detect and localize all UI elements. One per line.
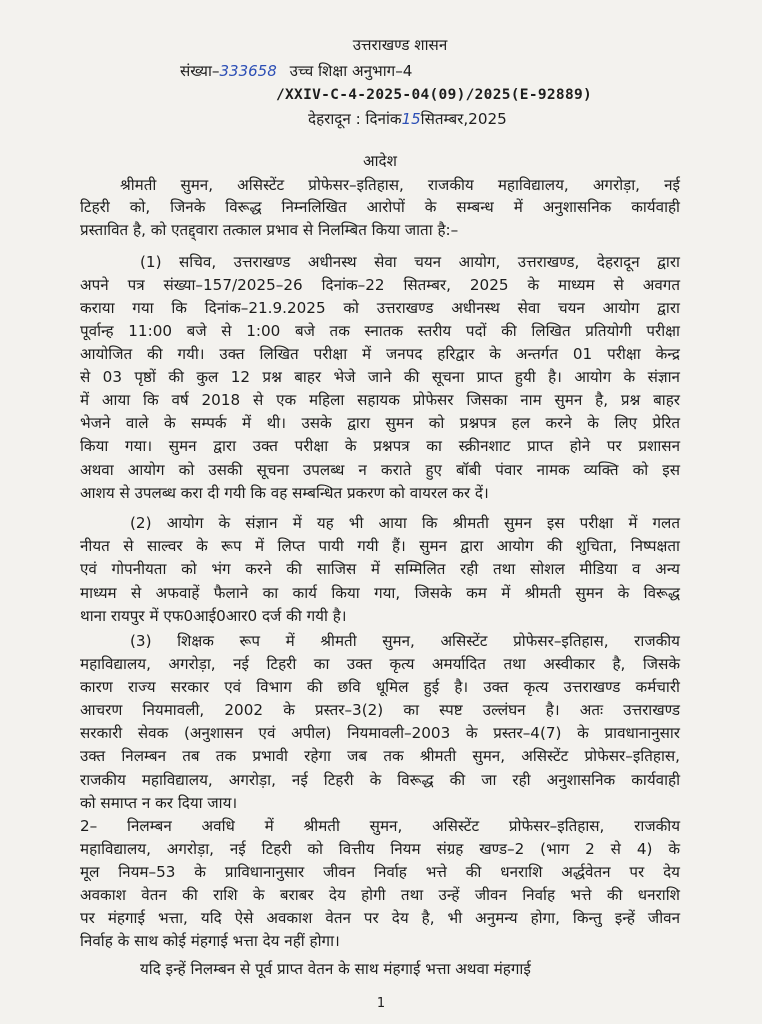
paragraph-6-line: यदि इन्हें निलम्बन से पूर्व प्राप्त वेतन के साथ मंहगाई भत्ता अथवा मंहगाई <box>140 960 531 978</box>
paragraph-3-line: माध्यम से अफवाहें फैलाने का कार्य किया गया, जिसके कम में श्रीमती सुमन के विरूद्ध <box>80 584 680 602</box>
paragraph-1-line: टिहरी को, जिनके विरूद्ध निम्नलिखित आरोपों के सम्बन्ध में अनुशासनिक कार्यवाही <box>80 198 680 216</box>
date-suffix: सितम्बर,2025 <box>420 110 507 128</box>
paragraph-2-line: आयोजित की गयी। उक्त लिखित परीक्षा में जनपद हरिद्वार के अन्तर्गत 01 परीक्षा केन्द्र <box>80 345 680 363</box>
govt-heading: उत्तराखण्ड शासन <box>352 36 448 54</box>
place-date-prefix: देहरादून : दिनांक <box>308 110 402 128</box>
paragraph-4-line: आचरण नियमावली, 2002 के प्रस्तर–3(2) का स्पष्ट उल्लंघन है। अतः उत्तराखण्ड <box>80 701 680 719</box>
paragraph-2-line: कराया गया कि दिनांक–21.9.2025 को उत्तराखण्ड अधीनस्थ सेवा चयन आयोग द्वारा <box>80 299 680 317</box>
paragraph-1-line: श्रीमती सुमन, असिस्टेंट प्रोफेसर–इतिहास, राजकीय महाविद्यालय, अगरोड़ा, नई <box>120 176 680 194</box>
paragraph-1-line: प्रस्तावित है, को एतद्द्वारा तत्काल प्रभाव से निलम्बित किया जाता है:– <box>80 221 459 239</box>
paragraph-4-line: कारण राज्य सरकार एवं विभाग की छवि धूमिल हुई है। उक्त कृत्य उत्तराखण्ड कर्मचारी <box>80 678 680 696</box>
paragraph-4-line: उक्त निलम्बन तब तक प्रभावी रहेगा जब तक श्रीमती सुमन, असिस्टेंट प्रोफेसर–इतिहास, <box>80 747 680 765</box>
paragraph-5-line: पर मंहगाई भत्ता, यदि ऐसे अवकाश वेतन पर देय है, भी अनुमन्य होगा, किन्तु इन्हें जीवन <box>80 909 680 927</box>
place-date-line <box>308 108 568 130</box>
paragraph-2-line: (1) सचिव, उत्तराखण्ड अधीनस्थ सेवा चयन आयोग, उत्तराखण्ड, देहरादून द्वारा <box>140 253 680 271</box>
paragraph-4-line: को समाप्त न कर दिया जाय। <box>80 794 238 812</box>
paragraph-3-line: नीयत से साल्वर के रूप में लिप्त पायी गयी हैं। सुमन द्वारा आयोग की शुचिता, निष्पक्षता <box>80 537 680 555</box>
paragraph-3-line: एवं गोपनीयता को भंग करने की साजिस में सम्मिलित रही तथा सोशल मीडिया व अन्य <box>80 560 680 578</box>
paragraph-4-line: महाविद्यालय, अगरोड़ा, नई टिहरी का उक्त कृत्य अमर्यादित तथा अस्वीकार है, जिसके <box>80 655 680 673</box>
paragraph-5-line: 2– निलम्बन अवधि में श्रीमती सुमन, असिस्टेंट प्रोफेसर–इतिहास, राजकीय <box>80 817 680 835</box>
paragraph-2-line: किया गया। सुमन द्वारा उक्त परीक्षा के प्रश्नपत्र का स्क्रीनशाट प्राप्त होने पर प्रशासन <box>80 437 680 455</box>
paragraph-2-line: से 03 पृष्ठों की कुल 12 प्रश्न बाहर भेजे जाने की सूचना प्राप्त हुयी है। आयोग के संज्ञान <box>80 368 680 386</box>
paragraph-5-line: निर्वाह के साथ कोई मंहगाई भत्ता देय नहीं होगा। <box>80 932 340 950</box>
paragraph-3-line: थाना रायपुर में एफ0आई0आर0 दर्ज की गयी है। <box>80 607 347 625</box>
paragraph-3-line: (2) आयोग के संज्ञान में यह भी आया कि श्रीमती सुमन इस परीक्षा में गलत <box>130 514 680 532</box>
file-reference: /XXIV-C-4-2025-04(09)/2025(E-92889) <box>276 87 593 103</box>
paragraph-4-line: (3) शिक्षक रूप में श्रीमती सुमन, असिस्टेंट प्रोफेसर–इतिहास, राजकीय <box>130 632 680 650</box>
paragraph-2-line: अपने पत्र संख्या–157/2025–26 दिनांक–22 सितम्बर, 2025 के माध्यम से अवगत <box>80 276 680 294</box>
handwritten-date: 15 <box>401 110 421 128</box>
paragraph-2-line: पूर्वान्ह 11:00 बजे से 1:00 बजे तक स्नातक स्तरीय पदों की लिखित प्रतियोगी परीक्षा <box>80 322 680 340</box>
section-heading: उच्च शिक्षा अनुभाग–4 <box>289 62 413 80</box>
order-title: आदेश <box>363 152 397 170</box>
paragraph-4-line: राजकीय महाविद्यालय, अगरोड़ा, नई टिहरी के विरूद्ध की जा रही अनुशासनिक कार्यवाही <box>80 771 680 789</box>
page-number: 1 <box>376 996 386 1011</box>
paragraph-2-line: में आया कि वर्ष 2018 से एक महिला सहायक प्रोफेसर जिसका नाम सुमन है, प्रश्न बाहर <box>80 391 680 409</box>
number-label: संख्या– <box>180 62 220 80</box>
paragraph-2-line: भेजने वाले के सम्पर्क में थी। उसके द्वारा सुमन को प्रश्नपत्र हल करने के लिए प्रेरित <box>80 414 680 432</box>
paragraph-4-line: सरकारी सेवक (अनुशासन एवं अपील) नियमावली–2003 के प्रस्तर–4(7) के प्रावधानानुसार <box>80 724 680 742</box>
paragraph-5-line: अवकाश वेतन की राशि के बराबर देय होगी तथा उन्हें जीवन निर्वाह भत्ते की धनराशि <box>80 886 680 904</box>
paragraph-2-line: आशय से उपलब्ध करा दी गयी कि वह सम्बन्धित प्रकरण को वायरल कर दें। <box>80 484 489 502</box>
handwritten-number: 333658 <box>219 62 277 80</box>
paragraph-5-line: महाविद्यालय, अगरोड़ा, नई टिहरी को वित्तीय नियम संग्रह खण्ड–2 (भाग 2 से 4) के <box>80 840 680 858</box>
number-line <box>180 60 600 82</box>
paragraph-5-line: मूल नियम–53 के प्राविधानानुसार जीवन निर्वाह भत्ते की धनराशि अर्द्धवेतन पर देय <box>80 863 680 881</box>
paragraph-2-line: अथवा आयोग को उसकी सूचना उपलब्ध न कराते हुए बॉबी पंवार नामक व्यक्ति को इस <box>80 461 680 479</box>
